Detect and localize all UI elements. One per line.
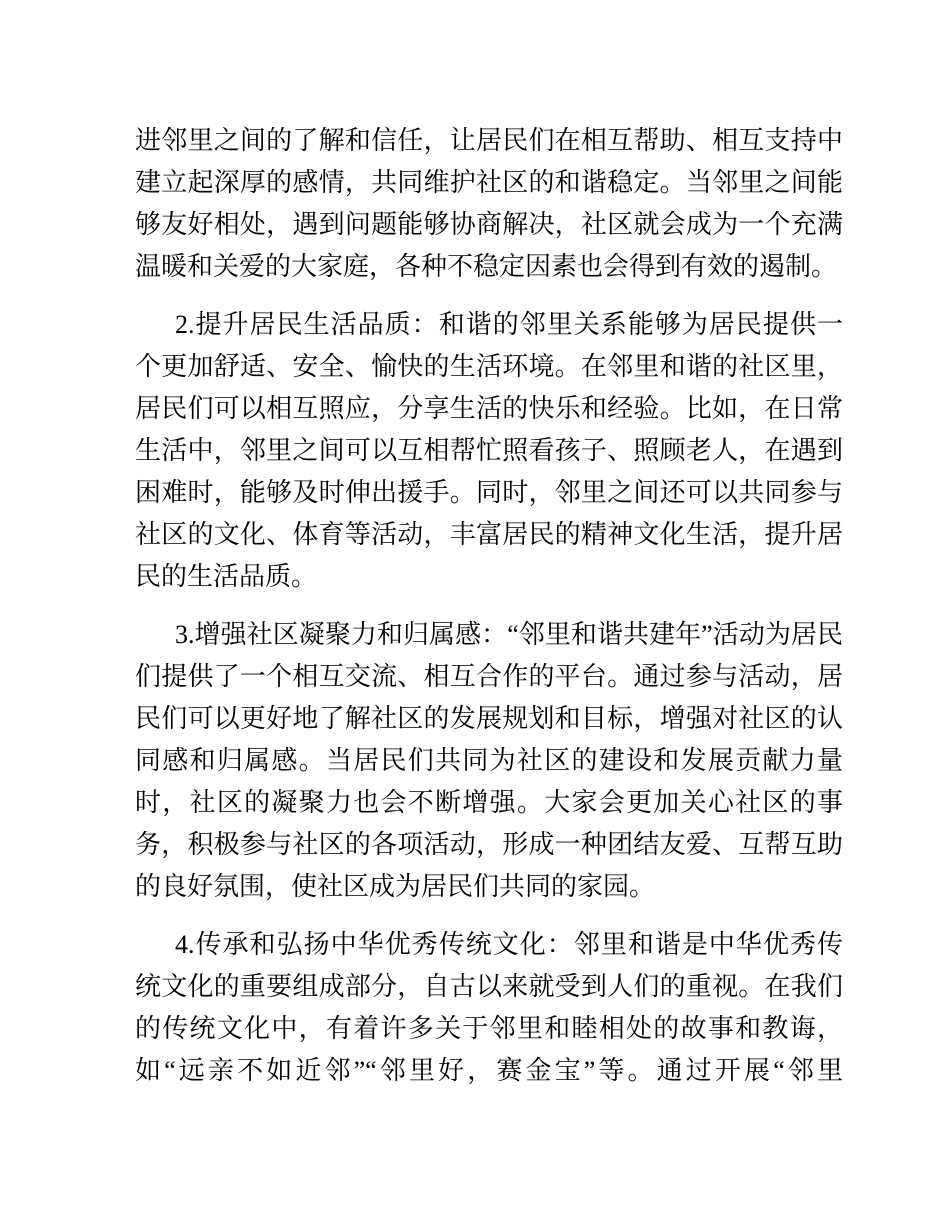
paragraph-continuation: 进邻里之间的了解和信任，让居民们在相互帮助、相互支持中建立起深厚的感情，共同维护社区的和谐稳定。当邻里之间能够友好相处，遇到问题能够协商解决，社区就会成为一个充满温暖和关爱的大家庭，各种不稳定因素也会得到有效的遏制。 bbox=[135, 126, 843, 281]
paragraph-item-2: 2.提升居民生活品质：和谐的邻里关系能够为居民提供一个更加舒适、安全、愉快的生活环境。在邻里和谐的社区里，居民们可以相互照应，分享生活的快乐和经验。比如，在日常生活中，邻里之间可以互相帮忙照看孩子、照顾老人，在遇到困难时，能够及时伸出援手。同时，邻里之间还可以共同参与社区的文化、体育等活动，丰富居民的精神文化生活，提升居民的生活品质。 bbox=[135, 310, 843, 591]
paragraph-item-4: 4.传承和弘扬中华优秀传统文化：邻里和谐是中华优秀传统文化的重要组成部分，自古以来就受到人们的重视。在我们的传统文化中，有着许多关于邻里和睦相处的故事和教诲，如“远亲不如近邻”“邻里好，赛金宝”等。通过开展“邻里 bbox=[135, 930, 843, 1085]
document-page bbox=[135, 120, 843, 1092]
paragraph-item-3: 3.增强社区凝聚力和归属感：“邻里和谐共建年”活动为居民们提供了一个相互交流、相互合作的平台。通过参与活动，居民们可以更好地了解社区的发展规划和目标，增强对社区的认同感和归属感。当居民们共同为社区的建设和发展贡献力量时，社区的凝聚力也会不断增强。大家会更加关心社区的事务，积极参与社区的各项活动，形成一种团结友爱、互帮互助的良好氛围，使社区成为居民们共同的家园。 bbox=[135, 620, 843, 901]
